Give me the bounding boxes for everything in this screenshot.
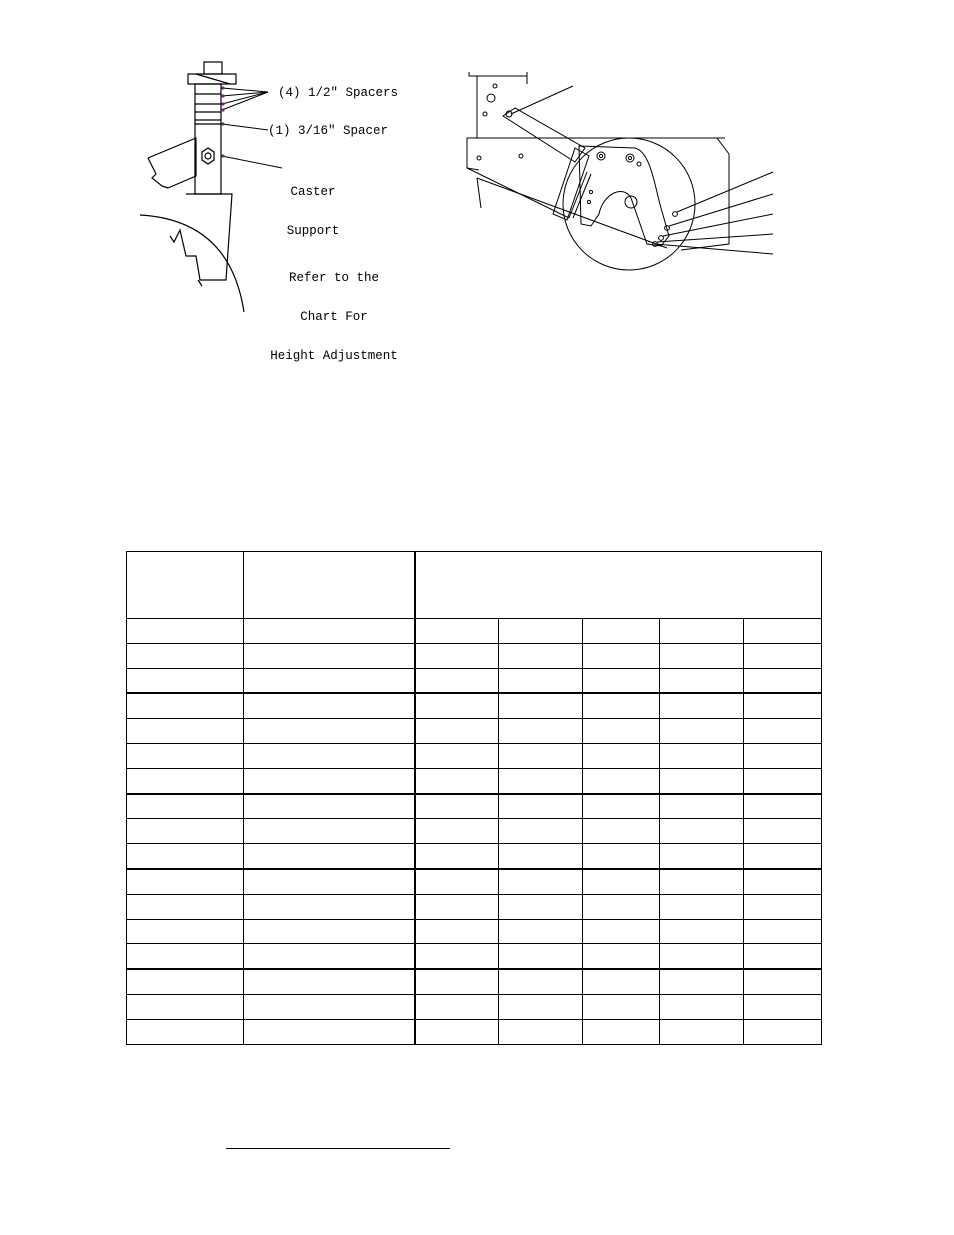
table-cell <box>499 994 583 1019</box>
table-cell <box>499 1019 583 1044</box>
table-row <box>127 768 822 793</box>
table-cell <box>415 619 499 644</box>
table-cell <box>744 869 822 894</box>
header-cell <box>127 552 244 619</box>
table-cell <box>127 969 244 994</box>
table-cell <box>499 844 583 869</box>
table-row <box>127 643 822 668</box>
table-cell <box>499 719 583 744</box>
table-row <box>127 994 822 1019</box>
table-cell <box>583 819 660 844</box>
table-cell <box>415 668 499 693</box>
table-cell <box>244 619 415 644</box>
table-row <box>127 619 822 644</box>
table-cell <box>744 794 822 819</box>
table-cell <box>499 768 583 793</box>
spacers-label: (4) 1/2" Spacers <box>278 86 399 100</box>
table-row <box>127 794 822 819</box>
table-cell <box>660 969 744 994</box>
table-cell <box>415 643 499 668</box>
table-cell <box>744 719 822 744</box>
table-cell <box>744 693 822 718</box>
table-cell <box>244 1019 415 1044</box>
table-cell <box>127 743 244 768</box>
table-cell <box>415 969 499 994</box>
table-cell <box>583 719 660 744</box>
table-cell <box>583 668 660 693</box>
table-cell <box>499 619 583 644</box>
table-cell <box>583 944 660 969</box>
table-row <box>127 693 822 718</box>
table-cell <box>583 969 660 994</box>
table-cell <box>415 743 499 768</box>
table-cell <box>660 619 744 644</box>
table-cell <box>415 844 499 869</box>
table-cell <box>415 819 499 844</box>
table-cell <box>583 1019 660 1044</box>
table-cell <box>744 768 822 793</box>
table-cell <box>415 919 499 944</box>
table-cell <box>127 1019 244 1044</box>
table-cell <box>660 719 744 744</box>
table-cell <box>583 844 660 869</box>
table-row <box>127 869 822 894</box>
table-cell <box>583 743 660 768</box>
table-cell <box>499 794 583 819</box>
table-cell <box>244 668 415 693</box>
table-row <box>127 894 822 919</box>
table-cell <box>583 894 660 919</box>
table-cell <box>127 619 244 644</box>
table-cell <box>660 1019 744 1044</box>
table-cell <box>499 944 583 969</box>
table-cell <box>415 794 499 819</box>
table-row <box>127 668 822 693</box>
table-cell <box>744 969 822 994</box>
table-cell <box>660 819 744 844</box>
table-cell <box>499 894 583 919</box>
table-cell <box>744 1019 822 1044</box>
table-cell <box>127 693 244 718</box>
table-row <box>127 944 822 969</box>
table-cell <box>127 944 244 969</box>
table-cell <box>744 944 822 969</box>
small-spacer-label: (1) 3/16" Spacer <box>268 124 389 138</box>
table-header-row <box>127 552 822 619</box>
table-cell <box>415 768 499 793</box>
table-cell <box>127 668 244 693</box>
table-cell <box>415 869 499 894</box>
table-cell <box>583 768 660 793</box>
table-cell <box>499 668 583 693</box>
height-adjustment-table <box>126 551 822 1045</box>
table-cell <box>244 944 415 969</box>
table-cell <box>660 768 744 793</box>
table-cell <box>244 994 415 1019</box>
table-cell <box>660 844 744 869</box>
table-cell <box>744 619 822 644</box>
header-cell-span <box>415 552 822 619</box>
table-row <box>127 719 822 744</box>
table-cell <box>660 944 744 969</box>
table-cell <box>127 994 244 1019</box>
caster-support-label-line2: Support <box>286 224 340 238</box>
table-cell <box>744 643 822 668</box>
table-cell <box>127 894 244 919</box>
footnote-separator <box>226 1148 450 1149</box>
table-cell <box>244 869 415 894</box>
table-cell <box>244 894 415 919</box>
table-cell <box>660 668 744 693</box>
table-cell <box>499 919 583 944</box>
refer-note-line2: Chart For <box>300 310 368 324</box>
refer-note-line1: Refer to the <box>288 271 379 285</box>
header-cell <box>244 552 415 619</box>
table-cell <box>415 894 499 919</box>
table-cell <box>127 768 244 793</box>
caster-support-label-line1: Caster <box>290 185 336 199</box>
table-cell <box>244 794 415 819</box>
table-cell <box>744 844 822 869</box>
table-row <box>127 1019 822 1044</box>
table-cell <box>583 919 660 944</box>
wheel-bracket-diagram <box>455 68 785 298</box>
table-cell <box>244 844 415 869</box>
table-cell <box>415 719 499 744</box>
table-cell <box>583 794 660 819</box>
table-cell <box>244 743 415 768</box>
refer-note <box>264 246 404 389</box>
table-row <box>127 844 822 869</box>
table-cell <box>583 994 660 1019</box>
table-cell <box>583 693 660 718</box>
table-cell <box>744 743 822 768</box>
table-cell <box>244 819 415 844</box>
table-row <box>127 819 822 844</box>
table-cell <box>127 794 244 819</box>
table-cell <box>127 919 244 944</box>
table-cell <box>744 919 822 944</box>
table-cell <box>244 969 415 994</box>
refer-note-line3: Height Adjustment <box>270 349 398 363</box>
table-cell <box>660 743 744 768</box>
table-cell <box>744 819 822 844</box>
table-cell <box>415 944 499 969</box>
table-cell <box>583 619 660 644</box>
table-cell <box>499 969 583 994</box>
table-cell <box>660 693 744 718</box>
table-cell <box>660 894 744 919</box>
table-cell <box>583 643 660 668</box>
table-cell <box>127 869 244 894</box>
table-cell <box>660 919 744 944</box>
table-cell <box>744 668 822 693</box>
table-row <box>127 969 822 994</box>
table-cell <box>499 869 583 894</box>
table-cell <box>660 794 744 819</box>
table-cell <box>499 693 583 718</box>
table-cell <box>499 643 583 668</box>
table-cell <box>415 693 499 718</box>
table-cell <box>583 869 660 894</box>
table-cell <box>499 819 583 844</box>
table-cell <box>127 643 244 668</box>
table-cell <box>127 819 244 844</box>
table-cell <box>127 844 244 869</box>
table-cell <box>660 994 744 1019</box>
table-cell <box>244 768 415 793</box>
table-cell <box>127 719 244 744</box>
wheel-bracket-drawing <box>455 68 785 298</box>
table-row <box>127 743 822 768</box>
table-cell <box>244 693 415 718</box>
table-cell <box>744 994 822 1019</box>
table-cell <box>244 919 415 944</box>
table-cell <box>244 643 415 668</box>
table-cell <box>415 994 499 1019</box>
table-cell <box>415 1019 499 1044</box>
table-cell <box>244 719 415 744</box>
table-row <box>127 919 822 944</box>
table-cell <box>744 894 822 919</box>
caster-spacer-diagram <box>140 60 430 363</box>
table-cell <box>499 743 583 768</box>
table-cell <box>660 869 744 894</box>
table-cell <box>660 643 744 668</box>
